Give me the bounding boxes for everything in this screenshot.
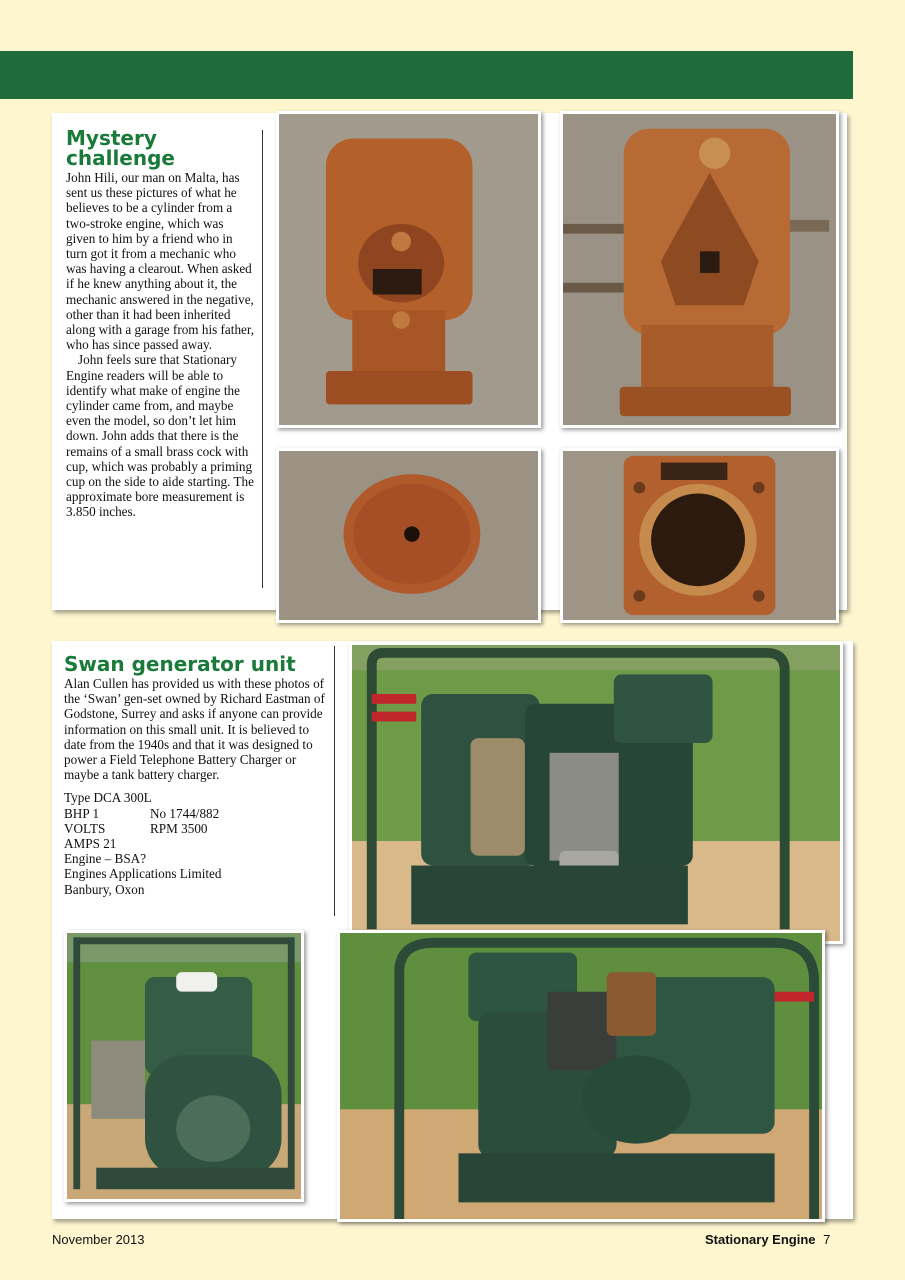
mystery-title: Mystery challenge bbox=[66, 126, 175, 170]
spec-list bbox=[64, 790, 330, 896]
spec-value: No 1744/882 bbox=[150, 805, 220, 821]
header-banner bbox=[0, 51, 853, 99]
mystery-paragraph-2: John feels sure that Stationary Engine readers will be able to identify what make of engine the cylinder came from, and maybe even the model, so don’t let him down. John adds that there is the remains of a small brass cock with cup, which was probably a priming cup on the side to aide starting. The approximate bore measurement is 3.850 inches. bbox=[66, 352, 254, 520]
spec-row bbox=[64, 851, 330, 866]
swan-title: Swan generator unit bbox=[64, 652, 296, 676]
swan-paragraph: Alan Cullen has provided us with these photos of the ‘Swan’ gen-set owned by Richard Eastman of Godstone, Surrey and asks if anyone can provide information on this small unit. It is believed to date from the 1940s and that it was designed to power a Field Telephone Battery Charger or maybe a tank battery charger. bbox=[64, 676, 325, 783]
mystery-paragraph-1: John Hili, our man on Malta, has sent us these pictures of what he believes to be a cylinder from a two-stroke engine, which was given to him by a friend who in turn got it from a mechanic who was having a clearout. When asked if he knew anything about it, the mechanic answered in the negative, other than it had been inherited along with a garage from his father, who has since passed away. bbox=[66, 170, 255, 353]
spec-label: Banbury, Oxon bbox=[64, 881, 145, 897]
cylinder-photo-side bbox=[560, 111, 839, 428]
mystery-divider bbox=[262, 130, 263, 588]
cylinder-photo-front bbox=[276, 111, 541, 428]
swan-divider bbox=[334, 646, 335, 916]
spec-label: VOLTS bbox=[64, 820, 106, 836]
spec-row bbox=[64, 790, 330, 805]
spec-row bbox=[64, 821, 330, 836]
footer-magazine bbox=[705, 1232, 830, 1247]
mystery-article bbox=[66, 128, 256, 520]
footer-page-number: 7 bbox=[823, 1232, 831, 1247]
spec-value: RPM 3500 bbox=[150, 820, 208, 836]
spec-label: AMPS 21 bbox=[64, 836, 117, 852]
spec-label: Type DCA 300L bbox=[64, 790, 152, 806]
swan-article bbox=[64, 654, 330, 897]
footer-date: November 2013 bbox=[52, 1232, 145, 1247]
genset-photo-side bbox=[337, 930, 825, 1222]
cylinder-photo-bore bbox=[560, 448, 839, 623]
spec-row bbox=[64, 882, 330, 897]
footer-magazine-name: Stationary Engine bbox=[705, 1232, 816, 1247]
spec-label: Engines Applications Limited bbox=[64, 866, 222, 882]
spec-row bbox=[64, 866, 330, 881]
spec-label: Engine – BSA? bbox=[64, 851, 147, 867]
genset-photo-main bbox=[349, 642, 843, 944]
spec-label: BHP 1 bbox=[64, 805, 100, 821]
spec-row bbox=[64, 836, 330, 851]
cylinder-photo-top bbox=[276, 448, 541, 623]
genset-photo-rear bbox=[64, 930, 304, 1202]
spec-row bbox=[64, 806, 330, 821]
